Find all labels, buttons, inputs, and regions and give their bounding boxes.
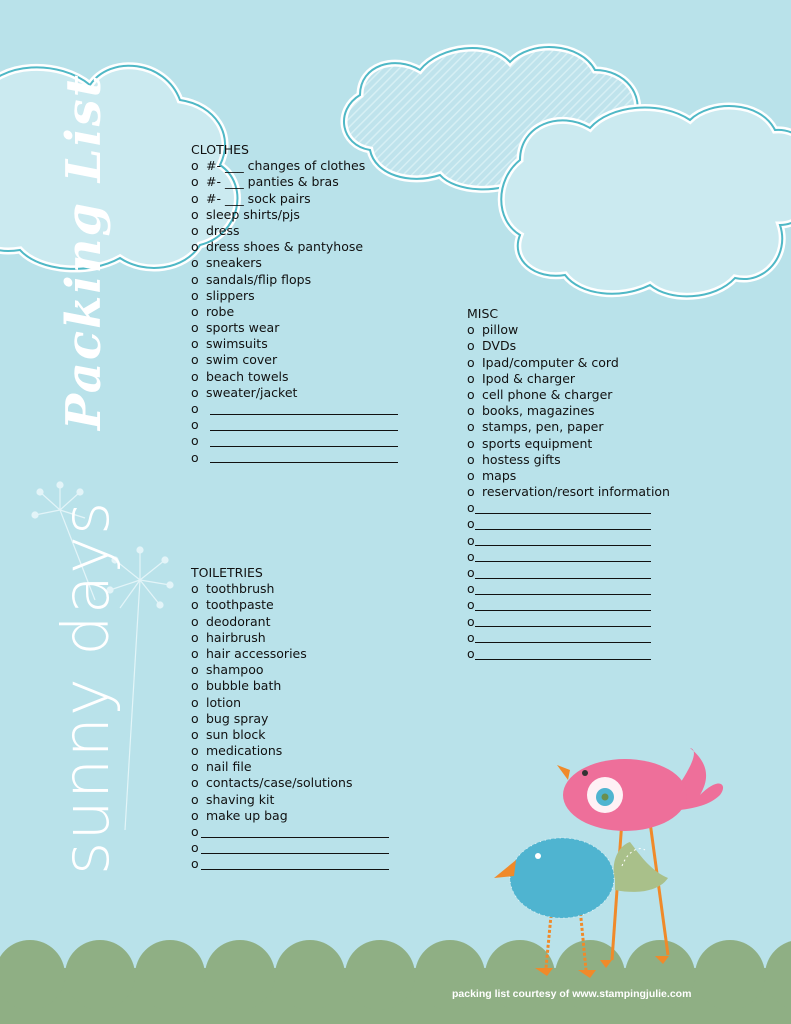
checkbox-bullet-icon: o (191, 239, 199, 255)
checkbox-bullet-icon: o (191, 417, 199, 433)
checkbox-bullet-icon: o (191, 384, 199, 400)
checklist-item (191, 581, 389, 597)
clothes-list (191, 158, 398, 466)
checkbox-bullet-icon: o (191, 336, 199, 352)
write-in-line[interactable] (210, 404, 398, 415)
checkbox-bullet-icon: o (467, 629, 475, 645)
checklist-item-label: make up bag (206, 807, 288, 823)
checklist-item-label: Ipad/computer & cord (482, 354, 619, 370)
checkbox-bullet-icon: o (191, 320, 199, 336)
checklist-item-label: sandals/flip flops (206, 271, 312, 287)
checklist-item (467, 484, 670, 500)
checkbox-bullet-icon: o (467, 451, 475, 467)
blank-checklist-item (191, 824, 389, 840)
checkbox-bullet-icon: o (467, 338, 475, 354)
checklist-item (467, 403, 670, 419)
checkbox-bullet-icon: o (191, 368, 199, 384)
clothes-section (191, 142, 398, 466)
toiletries-list (191, 581, 389, 872)
checklist-item (191, 775, 389, 791)
write-in-line[interactable] (475, 535, 651, 546)
checkbox-bullet-icon: o (467, 322, 475, 338)
checkbox-bullet-icon: o (191, 710, 199, 726)
checklist-item (191, 207, 398, 223)
checkbox-bullet-icon: o (191, 581, 199, 597)
checklist-item-label: reservation/resort information (482, 484, 670, 500)
blank-checklist-item (467, 500, 670, 516)
checklist-item-label: sweater/jacket (206, 384, 298, 400)
checklist-item (191, 614, 389, 630)
write-in-line[interactable] (475, 616, 651, 627)
checklist-item-label: #- ___ changes of clothes (206, 158, 366, 174)
checkbox-bullet-icon: o (467, 484, 475, 500)
checklist-item-label: dress (206, 222, 240, 238)
blank-checklist-item (467, 630, 670, 646)
checkbox-bullet-icon: o (191, 174, 199, 190)
write-in-line[interactable] (475, 584, 651, 595)
checklist-item-label: swim cover (206, 352, 278, 368)
checklist-item (191, 759, 389, 775)
checklist-item-label: sports equipment (482, 435, 593, 451)
checklist-item-label: dress shoes & pantyhose (206, 239, 364, 255)
checkbox-bullet-icon: o (191, 401, 199, 417)
checklist-item-label: toothpaste (206, 597, 274, 613)
checklist-item (191, 223, 398, 239)
blank-checklist-item (467, 533, 670, 549)
checkbox-bullet-icon: o (467, 386, 475, 402)
checkbox-bullet-icon: o (467, 516, 475, 532)
checkbox-bullet-icon: o (467, 613, 475, 629)
blank-checklist-item (191, 450, 398, 466)
checkbox-bullet-icon: o (191, 694, 199, 710)
checkbox-bullet-icon: o (191, 726, 199, 742)
write-in-line[interactable] (475, 551, 651, 562)
misc-section (467, 306, 670, 662)
blank-checklist-item (467, 597, 670, 613)
checklist-item-label: #- ___ sock pairs (206, 190, 311, 206)
checkbox-bullet-icon: o (191, 433, 199, 449)
toiletries-heading: TOILETRIES (191, 565, 263, 580)
checklist-item (191, 255, 398, 271)
checkbox-bullet-icon: o (191, 255, 199, 271)
checklist-item-label: shampoo (206, 662, 264, 678)
checkbox-bullet-icon: o (191, 807, 199, 823)
checkbox-bullet-icon: o (191, 222, 199, 238)
write-in-line[interactable] (475, 568, 651, 579)
checklist-item (467, 419, 670, 435)
footer-credit: packing list courtesy of www.stampingjulie.com (452, 988, 692, 1000)
toiletries-section (191, 565, 389, 873)
checklist-item (191, 808, 389, 824)
checklist-item (191, 352, 398, 368)
checkbox-bullet-icon: o (191, 775, 199, 791)
checkbox-bullet-icon: o (467, 645, 475, 661)
checklist-item (467, 436, 670, 452)
checkbox-bullet-icon: o (191, 645, 199, 661)
checklist-item (191, 191, 398, 207)
checklist-item (191, 304, 398, 320)
write-in-line[interactable] (475, 649, 651, 660)
checkbox-bullet-icon: o (191, 678, 199, 694)
checkbox-bullet-icon: o (191, 662, 199, 678)
grass-border-icon (0, 940, 791, 1024)
checklist-item (191, 369, 398, 385)
checklist-item-label: cell phone & charger (482, 386, 613, 402)
checklist-item-label: nail file (206, 759, 252, 775)
checkbox-bullet-icon: o (191, 613, 199, 629)
blank-checklist-item (467, 549, 670, 565)
write-in-line[interactable] (475, 600, 651, 611)
checklist-item-label: hairbrush (206, 629, 266, 645)
checkbox-bullet-icon: o (467, 370, 475, 386)
checklist-item-label: contacts/case/solutions (206, 775, 353, 791)
checklist-item (467, 387, 670, 403)
checklist-item (191, 630, 389, 646)
checkbox-bullet-icon: o (191, 449, 199, 465)
write-in-line[interactable] (475, 503, 651, 514)
sunny-days-subtitle: sunny days (50, 500, 124, 875)
checklist-item-label: swimsuits (206, 336, 268, 352)
checkbox-bullet-icon: o (467, 500, 475, 516)
blank-checklist-item (467, 565, 670, 581)
packing-list-title: Packing List (56, 73, 112, 430)
checkbox-bullet-icon: o (467, 435, 475, 451)
checkbox-bullet-icon: o (467, 419, 475, 435)
checklist-item (467, 452, 670, 468)
checkbox-bullet-icon: o (191, 743, 199, 759)
misc-list (467, 322, 670, 662)
write-in-line[interactable] (210, 436, 398, 447)
write-in-line[interactable] (210, 452, 398, 463)
checklist-item-label: Ipod & charger (482, 370, 576, 386)
checklist-item (467, 468, 670, 484)
checklist-item (191, 174, 398, 190)
blank-checklist-item (191, 856, 389, 872)
blank-checklist-item (467, 581, 670, 597)
green-wing-icon (614, 842, 668, 892)
checklist-item (467, 355, 670, 371)
checklist-item (191, 597, 389, 613)
checklist-item-label: hostess gifts (482, 451, 561, 467)
checkbox-bullet-icon: o (191, 597, 199, 613)
checklist-item-label: #- ___ panties & bras (206, 174, 339, 190)
checklist-item (191, 646, 389, 662)
checklist-item-label: shaving kit (206, 791, 275, 807)
checklist-item (467, 338, 670, 354)
checklist-item-label: DVDs (482, 338, 517, 354)
write-in-line[interactable] (201, 827, 389, 838)
checklist-item-label: bubble bath (206, 678, 282, 694)
checkbox-bullet-icon: o (191, 352, 199, 368)
checklist-item-label: maps (482, 467, 517, 483)
write-in-line[interactable] (210, 420, 398, 431)
checklist-item-label: robe (206, 303, 235, 319)
checkbox-bullet-icon: o (467, 354, 475, 370)
checklist-item-label: medications (206, 743, 283, 759)
checklist-item-label: sleep shirts/pjs (206, 206, 300, 222)
blank-checklist-item (191, 840, 389, 856)
checkbox-bullet-icon: o (191, 840, 199, 856)
checkbox-bullet-icon: o (467, 565, 475, 581)
misc-heading: MISC (467, 306, 499, 321)
checklist-item (191, 288, 398, 304)
checkbox-bullet-icon: o (191, 287, 199, 303)
checklist-item-label: stamps, pen, paper (482, 419, 604, 435)
checklist-item (191, 239, 398, 255)
checklist-item (467, 371, 670, 387)
checkbox-bullet-icon: o (191, 158, 199, 174)
write-in-line[interactable] (475, 632, 651, 643)
checkbox-bullet-icon: o (467, 581, 475, 597)
checklist-item (191, 711, 389, 727)
checklist-item-label: toothbrush (206, 581, 275, 597)
checklist-item-label: beach towels (206, 368, 289, 384)
blank-checklist-item (191, 401, 398, 417)
checklist-item (191, 662, 389, 678)
checklist-item-label: sneakers (206, 255, 262, 271)
checklist-item-label: sun block (206, 726, 266, 742)
checkbox-bullet-icon: o (191, 190, 199, 206)
checklist-item-label: deodorant (206, 613, 271, 629)
checklist-item (191, 743, 389, 759)
checklist-item (191, 695, 389, 711)
checklist-item-label: slippers (206, 287, 255, 303)
checkbox-bullet-icon: o (191, 206, 199, 222)
checklist-item-label: pillow (482, 322, 519, 338)
checklist-item (191, 792, 389, 808)
checkbox-bullet-icon: o (191, 856, 199, 872)
blank-checklist-item (467, 516, 670, 532)
checklist-item-label: hair accessories (206, 645, 307, 661)
blank-checklist-item (467, 614, 670, 630)
checklist-item (191, 158, 398, 174)
checklist-item (467, 322, 670, 338)
checklist-item-label: sports wear (206, 320, 280, 336)
write-in-line[interactable] (201, 843, 389, 854)
checkbox-bullet-icon: o (191, 303, 199, 319)
checklist-item-label: bug spray (206, 710, 269, 726)
checkbox-bullet-icon: o (467, 597, 475, 613)
checklist-item (191, 727, 389, 743)
clothes-heading: CLOTHES (191, 142, 249, 157)
checklist-item-label: books, magazines (482, 403, 595, 419)
checkbox-bullet-icon: o (467, 532, 475, 548)
checkbox-bullet-icon: o (467, 548, 475, 564)
right-cloud-icon (501, 106, 791, 296)
checkbox-bullet-icon: o (191, 271, 199, 287)
blank-checklist-item (467, 646, 670, 662)
write-in-line[interactable] (201, 859, 389, 870)
checklist-item-label: lotion (206, 694, 242, 710)
checkbox-bullet-icon: o (191, 824, 199, 840)
checkbox-bullet-icon: o (191, 791, 199, 807)
checkbox-bullet-icon: o (191, 759, 199, 775)
checkbox-bullet-icon: o (467, 403, 475, 419)
blank-checklist-item (191, 417, 398, 433)
checkbox-bullet-icon: o (467, 467, 475, 483)
checklist-item (191, 320, 398, 336)
checklist-item (191, 336, 398, 352)
checklist-item (191, 678, 389, 694)
checkbox-bullet-icon: o (191, 629, 199, 645)
checklist-item (191, 272, 398, 288)
write-in-line[interactable] (475, 519, 651, 530)
blank-checklist-item (191, 433, 398, 449)
checklist-item (191, 385, 398, 401)
